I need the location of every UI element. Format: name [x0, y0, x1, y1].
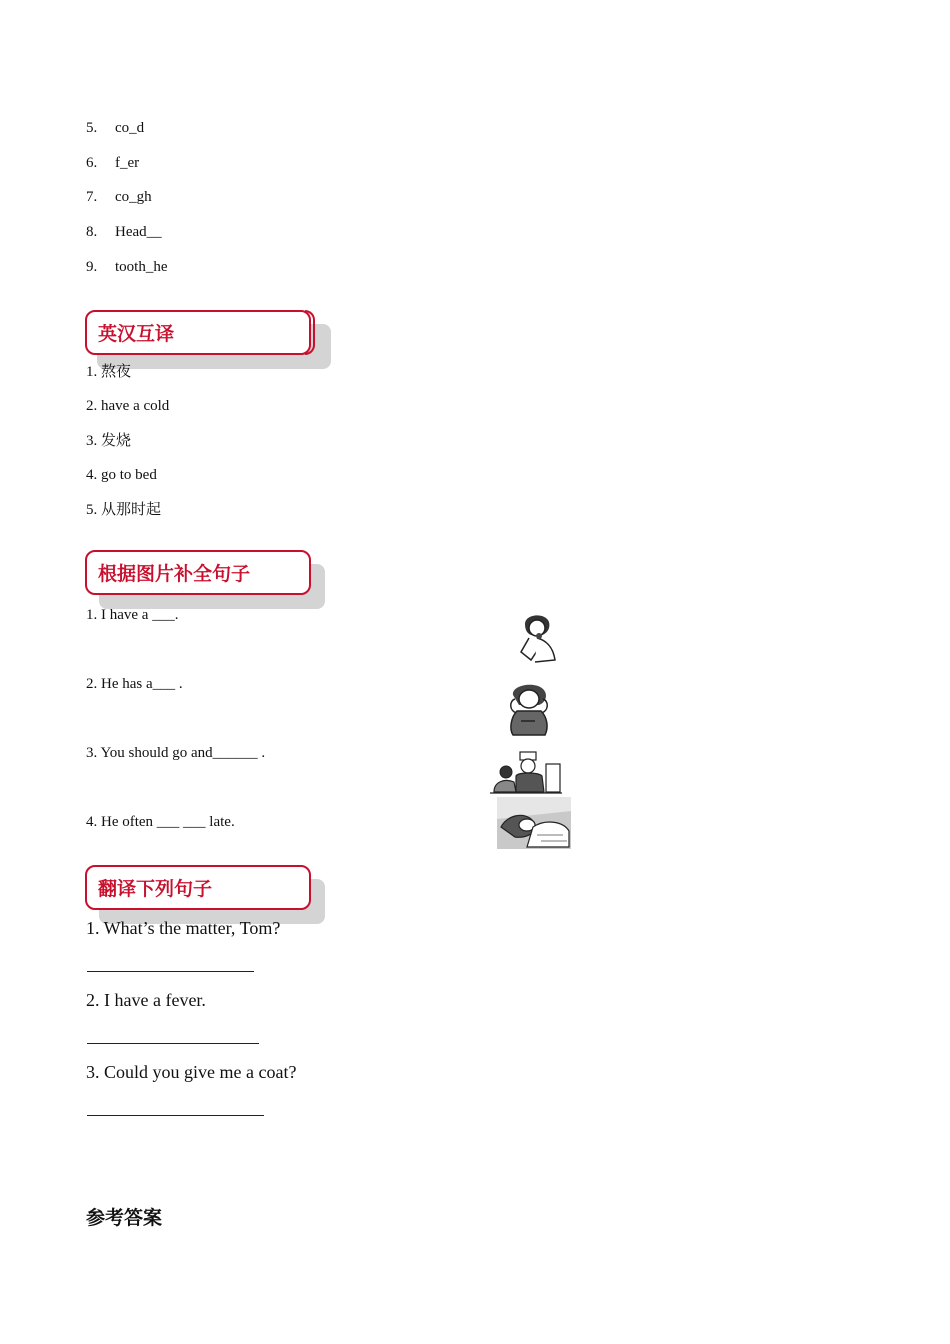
list-item: 4. He often ___ ___ late. [86, 814, 235, 830]
doctor-visit-icon [490, 750, 562, 795]
spelling-item: 7. co_gh [86, 189, 152, 205]
spelling-item: 6. f_er [86, 155, 140, 171]
list-item: 2. He has a___ . [86, 676, 183, 692]
answer-line[interactable] [87, 1043, 259, 1044]
section-title: 英汉互译 [98, 323, 175, 345]
sentence-item: 3. Could you give me a coat? [86, 1062, 297, 1082]
list-item: 4. go to bed [86, 467, 157, 483]
answer-line[interactable] [87, 1115, 264, 1116]
sentence-item: 2. I have a fever. [86, 990, 206, 1010]
list-item: 3. 发烧 [86, 433, 132, 449]
sentence-item: 1. What’s the matter, Tom? [86, 918, 281, 938]
spelling-item: 8. Head__ [86, 224, 162, 240]
list-item: 1. I have a ___. [86, 607, 179, 623]
list-item: 3. You should go and______ . [86, 745, 266, 761]
answer-line[interactable] [87, 971, 254, 972]
sleeping-man-icon [497, 797, 571, 849]
spelling-item: 9. tooth_he [86, 259, 168, 275]
section-title: 根据图片补全句子 [98, 563, 251, 585]
section-title: 翻译下列句子 [98, 878, 213, 900]
list-item: 1. 熬夜 [86, 364, 132, 380]
list-item: 5. 从那时起 [86, 502, 162, 518]
sneezing-boy-icon [515, 612, 560, 664]
answers-title: 参考答案 [86, 1207, 163, 1229]
list-item: 2. have a cold [86, 398, 170, 414]
spelling-item: 5. co_d [86, 120, 145, 136]
headache-man-icon [505, 681, 553, 737]
